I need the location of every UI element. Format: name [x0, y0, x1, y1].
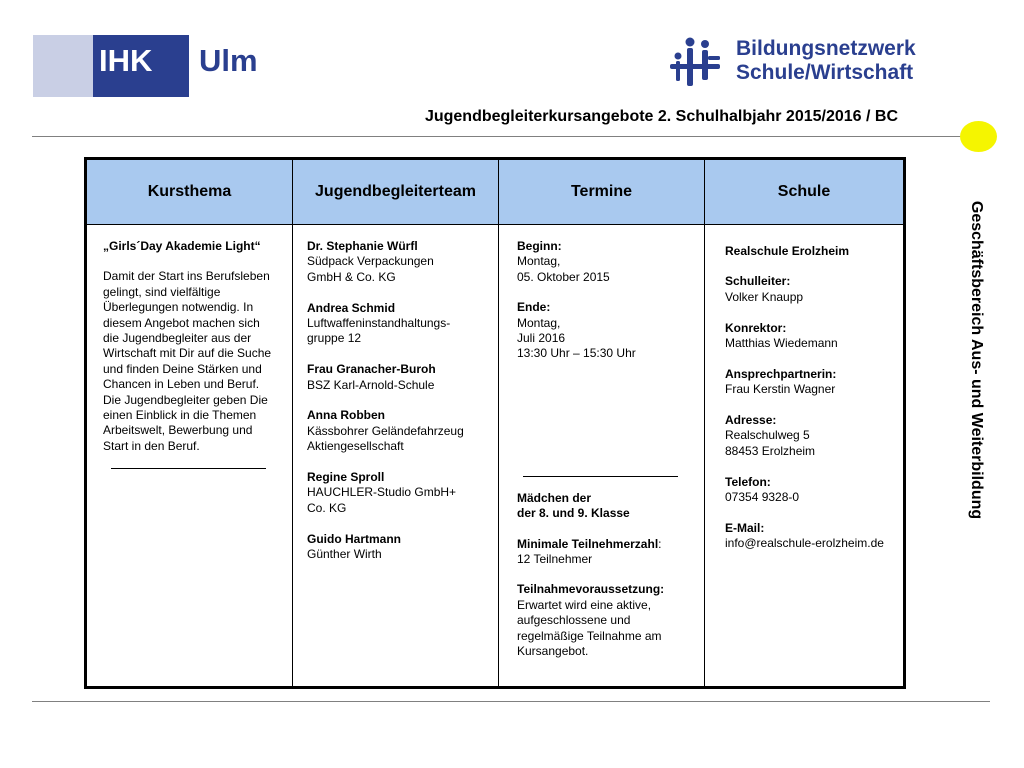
course-table	[84, 157, 906, 689]
requirement-line: regelmäßige Teilnahme am	[517, 628, 662, 643]
end-line: Juli 2016	[517, 331, 566, 346]
course-description-line: einen Einblick in die Themen	[103, 408, 257, 423]
cell-schule	[705, 225, 903, 686]
team-member	[307, 532, 492, 563]
cell-team	[293, 225, 499, 686]
course-separator	[111, 468, 266, 469]
team-member-org: BSZ Karl-Arnold-Schule	[307, 377, 435, 392]
school-contact	[725, 274, 897, 551]
school-field-value: Realschulweg 5	[725, 428, 810, 443]
requirement-line: Erwartet wird eine aktive,	[517, 597, 652, 612]
team-member	[307, 239, 492, 285]
yellow-dot-decoration	[960, 121, 997, 152]
cell-termine	[499, 225, 705, 686]
ihk-logo-text: IHK	[99, 43, 153, 78]
course-description-line: Wirtschaft mit Dir auf die Suche	[103, 346, 272, 361]
team-member-name: Frau Granacher-Buroh	[307, 362, 436, 377]
bn-logo-line1: Bildungsnetzwerk	[736, 37, 916, 60]
school-field-value: 07354 9328-0	[725, 490, 800, 505]
bn-logo-line2: Schule/Wirtschaft	[736, 61, 914, 84]
min-participants-colon: :	[658, 536, 662, 551]
team-member-org: GmbH & Co. KG	[307, 269, 396, 284]
school-field-value: Matthias Wiedemann	[725, 336, 838, 351]
course-description	[103, 269, 284, 454]
begin-date	[517, 254, 698, 285]
team-member	[307, 362, 492, 393]
begin-line: Montag,	[517, 254, 561, 269]
school-field-label: Adresse:	[725, 413, 777, 428]
school-field	[725, 321, 897, 352]
header-jugendbegleiterteam: Jugendbegleiterteam	[293, 160, 499, 224]
end-line: 13:30 Uhr – 15:30 Uhr	[517, 346, 636, 361]
team-member-name: Guido Hartmann	[307, 531, 402, 546]
people-network-icon	[668, 34, 724, 90]
course-description-line: Damit der Start ins Berufsleben	[103, 269, 270, 284]
school-field	[725, 367, 897, 398]
school-field-label: Telefon:	[725, 474, 771, 489]
course-description-line: Arbeitswelt, Bewerbung und	[103, 423, 253, 438]
end-date	[517, 316, 698, 362]
page-title: Jugendbegleiterkursangebote 2. Schulhalbjahr 2015/2016 / BC	[424, 108, 898, 125]
school-field-value: Frau Kerstin Wagner	[725, 382, 836, 397]
school-field	[725, 475, 897, 506]
min-participants	[517, 537, 698, 552]
requirement-label: Teilnahmevoraussetzung:	[517, 582, 665, 597]
school-field-label: Ansprechpartnerin:	[725, 366, 837, 381]
course-description-line: Die Jugendbegleiter geben Die	[103, 392, 268, 407]
school-field-label: Konrektor:	[725, 320, 787, 335]
bottom-divider	[32, 701, 990, 702]
team-member-name: Regine Sproll	[307, 470, 385, 485]
target-group	[517, 491, 698, 522]
requirement-text	[517, 598, 698, 660]
team-member	[307, 301, 492, 347]
school-field	[725, 274, 897, 305]
course-description-line: die Jugendbegleiter aus der	[103, 331, 252, 346]
end-line: Montag,	[517, 315, 561, 330]
min-participants-label: Minimale Teilnehmerzahl	[517, 536, 659, 551]
cell-kursthema	[87, 225, 293, 686]
team-member-org: Südpack Verpackungen	[307, 254, 434, 269]
team-member-org: Aktiengesellschaft	[307, 439, 404, 454]
team-member	[307, 408, 492, 454]
course-description-line: und finden Deine Stärken und	[103, 361, 262, 376]
end-label: Ende:	[517, 300, 551, 315]
begin-label: Beginn:	[517, 239, 562, 253]
school-field-label: Schulleiter:	[725, 274, 791, 289]
header-schule: Schule	[777, 183, 831, 200]
team-member-org: Kässbohrer Geländefahrzeug	[307, 423, 464, 438]
top-divider	[32, 136, 990, 137]
requirement-line: aufgeschlossene und	[517, 613, 631, 628]
school-name: Realschule Erolzheim	[725, 244, 850, 258]
team-member-org: gruppe 12	[307, 331, 362, 346]
target-line: Mädchen der	[517, 490, 592, 505]
table-header-row	[87, 160, 903, 225]
course-description-line: Start in den Beruf.	[103, 438, 200, 453]
table-body-row	[87, 225, 903, 686]
ulm-logo-text: Ulm	[199, 43, 258, 78]
course-title: „Girls´Day Akademie Light“	[103, 239, 261, 253]
school-field-label: E-Mail:	[725, 520, 765, 535]
team-member-name: Dr. Stephanie Würfl	[307, 239, 418, 253]
school-field-value: info@realschule-erolzheim.de	[725, 536, 884, 551]
team-member	[307, 470, 492, 516]
course-description-line: diesem Angebot machen sich	[103, 315, 260, 330]
course-description-line: Überlegungen notwendig. In	[103, 300, 254, 315]
header-termine: Termine	[499, 160, 705, 224]
team-member-name: Andrea Schmid	[307, 300, 396, 315]
school-field-value: Volker Knaupp	[725, 289, 804, 304]
school-field	[725, 413, 897, 459]
school-field	[725, 521, 897, 552]
team-member-org: Co. KG	[307, 500, 347, 515]
begin-line: 05. Oktober 2015	[517, 269, 610, 284]
team-member-name: Anna Robben	[307, 408, 385, 423]
team-member-org: HAUCHLER-Studio GmbH+	[307, 485, 457, 500]
course-description-line: gelingt, sind vielfältige	[103, 284, 221, 299]
team-member-org: Luftwaffeninstandhaltungs-	[307, 316, 451, 331]
course-description-line: Chancen in Leben und Beruf.	[103, 377, 260, 392]
team-member-org: Günther Wirth	[307, 547, 382, 562]
side-label: Geschäftsbereich Aus- und Weiterbildung	[968, 200, 985, 520]
team-list	[307, 239, 492, 562]
min-participants-value: 12 Teilnehmer	[517, 552, 593, 567]
requirement-line: Kursangebot.	[517, 644, 589, 659]
school-field-value: 88453 Erolzheim	[725, 443, 816, 458]
target-line: der 8. und 9. Klasse	[517, 506, 630, 521]
header-kursthema: Kursthema	[87, 160, 293, 224]
